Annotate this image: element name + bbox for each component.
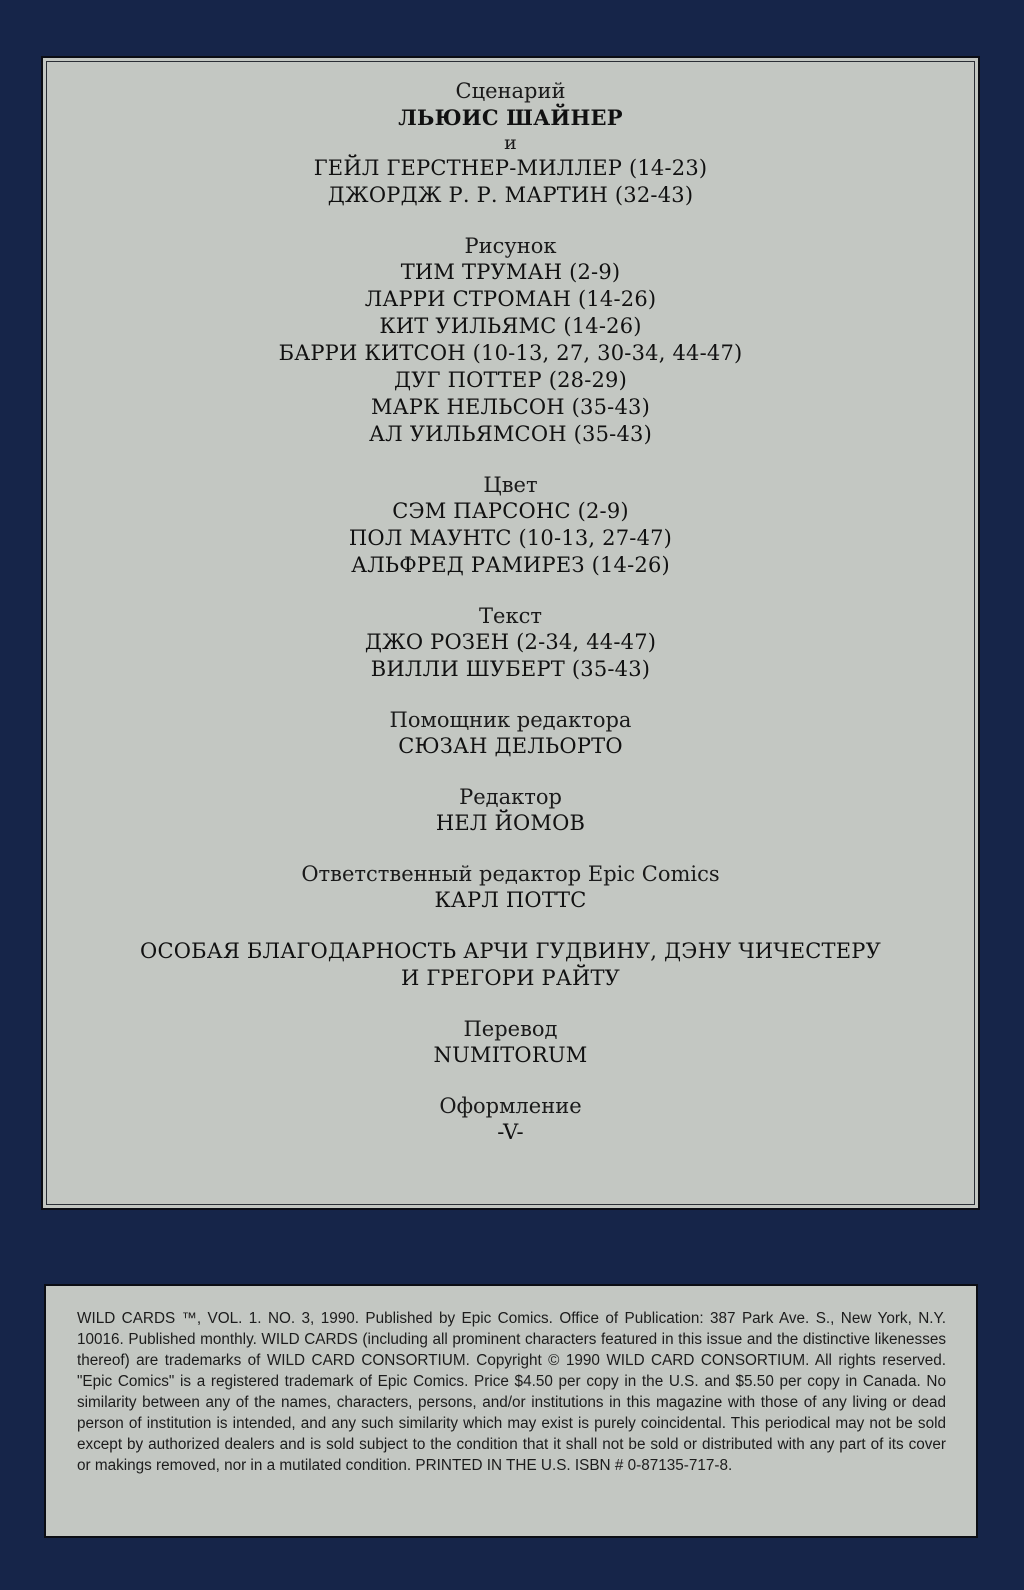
credit-name: АЛ УИЛЬЯМСОН (35-43) <box>369 422 652 446</box>
credit-group-editor <box>43 784 978 837</box>
role-heading: Ответственный редактор Epic Comics <box>301 862 720 886</box>
credit-name: МАРК НЕЛЬСОН (35-43) <box>371 395 650 419</box>
credit-group-editor-in-chief <box>43 861 978 914</box>
credit-group-assistant-editor <box>43 707 978 760</box>
credit-group-special-thanks <box>43 938 978 992</box>
credit-name: БАРРИ КИТСОН (10-13, 27, 30-34, 44-47) <box>278 341 743 365</box>
credit-name: ВИЛЛИ ШУБЕРТ (35-43) <box>370 657 651 681</box>
credit-name: ЛАРРИ СТРОМАН (14-26) <box>364 287 657 311</box>
credit-name: ЛЬЮИС ШАЙНЕР <box>398 105 623 130</box>
credit-name: ТИМ ТРУМАН (2-9) <box>400 260 621 284</box>
credit-name: СЭМ ПАРСОНС (2-9) <box>392 499 629 523</box>
role-heading: Цвет <box>483 473 538 497</box>
credit-name: ГЕЙЛ ГЕРСТНЕР-МИЛЛЕР (14-23) <box>313 156 708 180</box>
role-heading: Оформление <box>439 1094 582 1118</box>
role-heading: Сценарий <box>455 79 566 103</box>
special-thanks-line: И ГРЕГОРИ РАЙТУ <box>400 966 621 990</box>
credit-name: ДЖО РОЗЕН (2-34, 44-47) <box>364 630 657 654</box>
credit-group-translation <box>43 1016 978 1069</box>
credit-group-art <box>43 233 978 448</box>
credit-group-screenplay <box>43 78 978 209</box>
legal-notice-text: WILD CARDS ™, VOL. 1. NO. 3, 1990. Published by Epic Comics. Office of Publication: 387 Park Ave. S., New York, N.Y. 10016. Published monthly. WILD CARDS (including all prominent characters featured in this issue and the distinctive likenesses thereof) are trademarks of WILD CARD CONSORTIUM. Copyright © 1990 WILD CARD CONSORTIUM. All rights reserved. "Epic Comics" is a registered trademark of Epic Comics. Price $4.50 per copy in the U.S. and $5.50 per copy in Canada. No similarity between any of the names, characters, persons, and/or institutions in this magazine with those of any living or dead person of institution is intended, and any such similarity which may exist is purely coincidental. This periodical may not be sold except by authorized dealers and is sold subject to the condition that it shall not be sold or distributed with any part of its cover or makings removed, nor in a mutilated condition. PRINTED IN THE U.S. ISBN # 0-87135-717-8. <box>77 1310 946 1474</box>
credit-group-color <box>43 472 978 579</box>
credit-name: NUMITORUM <box>433 1043 588 1067</box>
credit-name: КИТ УИЛЬЯМС (14-26) <box>379 314 642 338</box>
credit-group-lettering <box>43 603 978 683</box>
special-thanks-line: ОСОБАЯ БЛАГОДАРНОСТЬ АРЧИ ГУДВИНУ, ДЭНУ ЧИЧЕСТЕРУ <box>140 939 881 963</box>
credit-name: ПОЛ МАУНТС (10-13, 27-47) <box>348 526 673 550</box>
role-heading: Текст <box>479 604 542 628</box>
credit-group-design <box>43 1093 978 1146</box>
role-heading: Перевод <box>463 1017 558 1041</box>
credit-name: -V- <box>497 1120 524 1144</box>
credit-name: СЮЗАН ДЕЛЬОРТО <box>398 734 623 758</box>
credit-name: ДЖОРДЖ Р. Р. МАРТИН (32-43) <box>327 183 694 207</box>
role-heading: Рисунок <box>464 234 557 258</box>
credits-list <box>43 78 978 1170</box>
role-heading: Помощник редактора <box>389 708 632 732</box>
credits-panel <box>41 56 980 1210</box>
legal-notice-panel <box>44 1284 978 1538</box>
credit-name: ДУГ ПОТТЕР (28-29) <box>393 368 628 392</box>
credit-name: НЕЛ ЙОМОВ <box>435 811 586 835</box>
conjunction-text: и <box>504 132 517 154</box>
role-heading: Редактор <box>459 785 562 809</box>
credit-name: КАРЛ ПОТТС <box>434 888 587 912</box>
credit-name: АЛЬФРЕД РАМИРЕЗ (14-26) <box>351 553 670 577</box>
